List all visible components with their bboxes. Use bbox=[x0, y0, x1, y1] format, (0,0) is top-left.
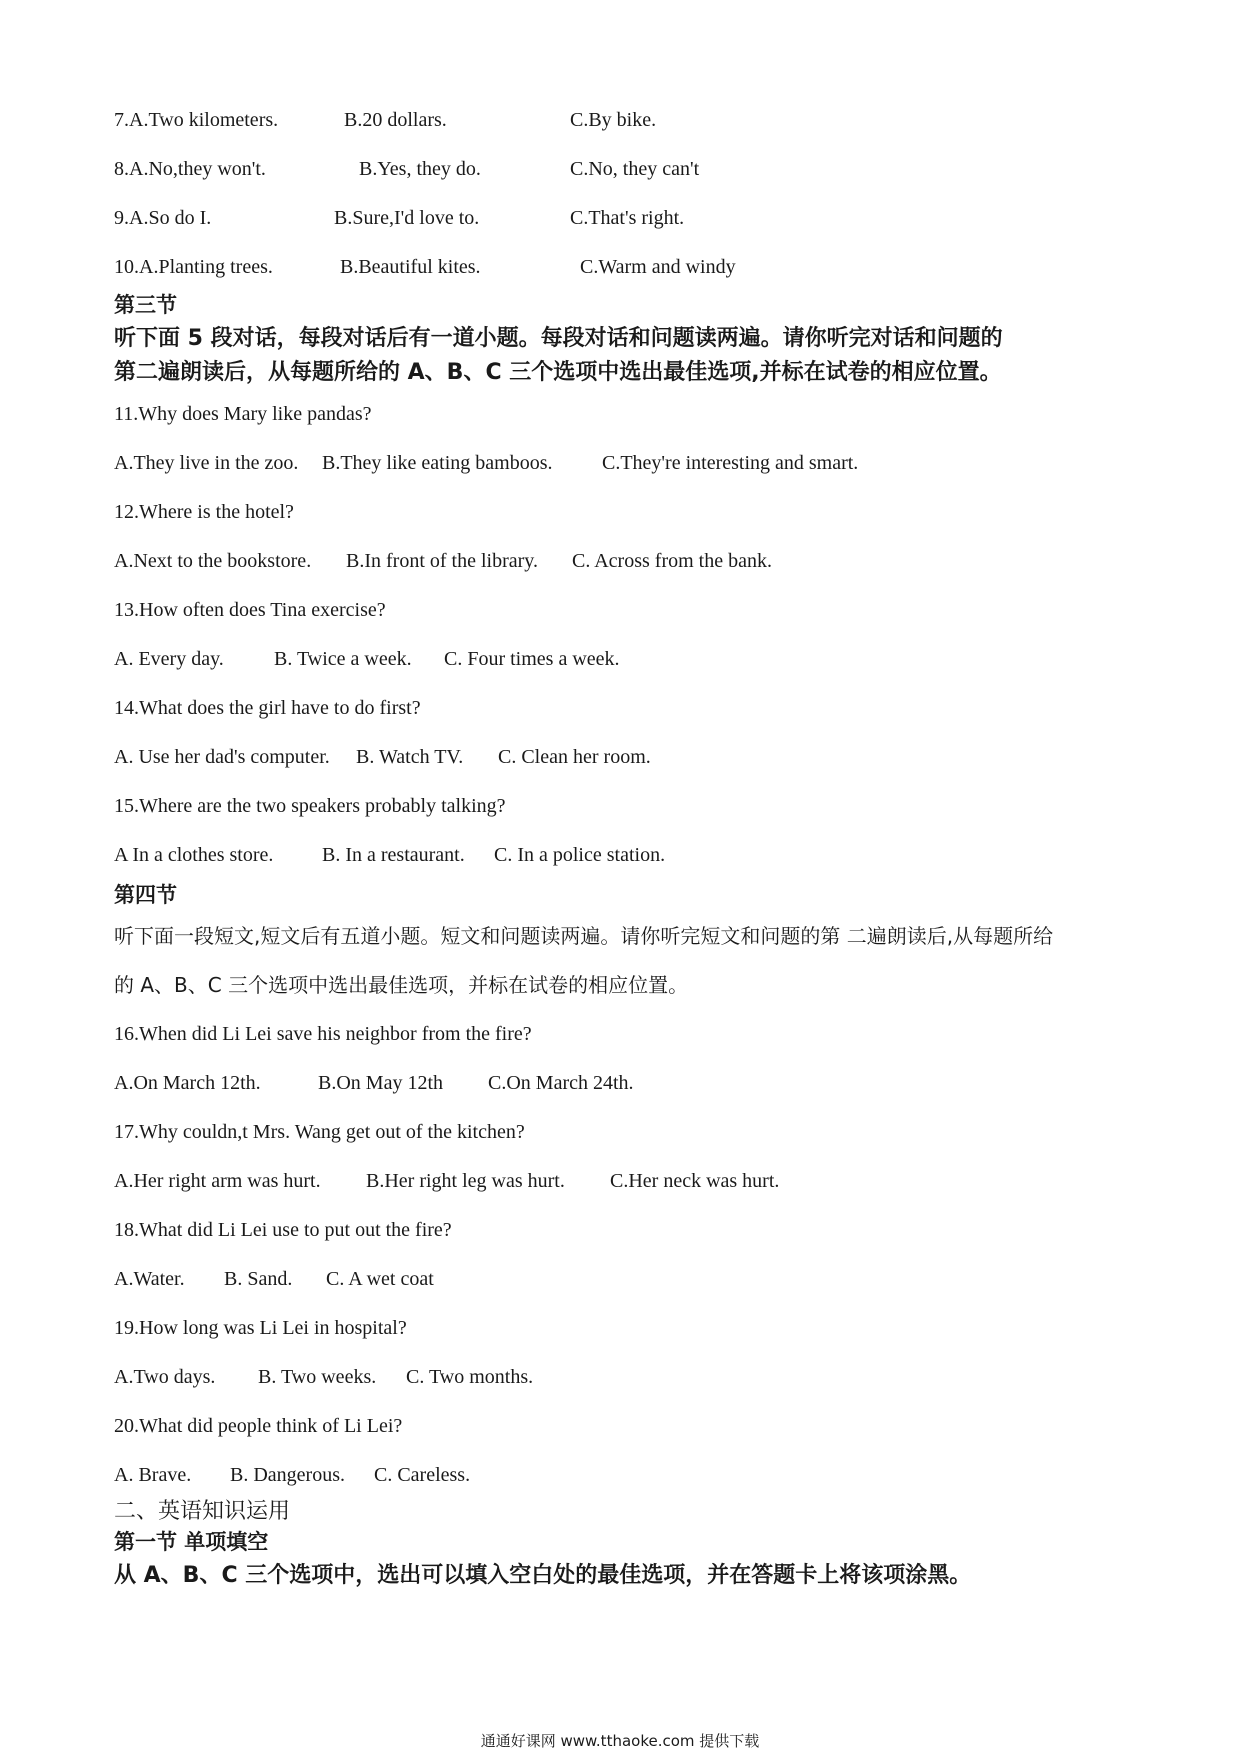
question-18: 18.What did Li Lei use to put out the fire? bbox=[114, 1219, 452, 1241]
option-c: C.Warm and windy bbox=[580, 256, 736, 278]
option-b: B.Yes, they do. bbox=[359, 158, 481, 180]
section-4-instructions-line-1: 听下面一段短文,短文后有五道小题。短文和问题读两遍。请你听完短文和问题的第 二遍朗读后,从每题所给 bbox=[114, 924, 1054, 948]
option-b: B.They like eating bamboos. bbox=[322, 452, 553, 474]
option-c: C. In a police station. bbox=[494, 844, 666, 866]
option-b: B.Beautiful kites. bbox=[340, 256, 481, 278]
option-a: 10.A.Planting trees. bbox=[114, 256, 273, 278]
section-3-instructions-line-2: 第二遍朗读后，从每题所给的 A、B、C 三个选项中选出最佳选项,并标在试卷的相应位置。 bbox=[114, 360, 1002, 385]
option-a: A.Next to the bookstore. bbox=[114, 550, 312, 572]
option-c: C.No, they can't bbox=[570, 158, 700, 180]
option-b: B. Twice a week. bbox=[274, 648, 412, 670]
page-footer: 通通好课网 www.tthaoke.com 提供下载 bbox=[480, 1732, 760, 1750]
option-b: B. Watch TV. bbox=[356, 746, 464, 768]
question-11: 11.Why does Mary like pandas? bbox=[114, 403, 372, 425]
option-a: A In a clothes store. bbox=[114, 844, 274, 866]
option-b: B.Sure,I'd love to. bbox=[334, 207, 480, 229]
part-2-instructions: 从 A、B、C 三个选项中，选出可以填入空白处的最佳选项，并在答题卡上将该项涂黑。 bbox=[114, 1563, 972, 1588]
option-b: B. Two weeks. bbox=[258, 1366, 377, 1388]
section-4-title: 第四节 bbox=[114, 883, 177, 907]
option-b: B.Her right leg was hurt. bbox=[366, 1170, 565, 1192]
section-4-instructions-line-2: 的 A、B、C 三个选项中选出最佳选项，并标在试卷的相应位置。 bbox=[114, 973, 689, 997]
option-a: A. Every day. bbox=[114, 648, 224, 670]
section-3-instructions-line-1: 听下面 5 段对话，每段对话后有一道小题。每段对话和问题读两遍。请你听完对话和问题的 bbox=[114, 326, 1003, 351]
option-a: A. Brave. bbox=[114, 1464, 192, 1486]
section-3-title: 第三节 bbox=[114, 293, 177, 317]
option-c: C.That's right. bbox=[570, 207, 685, 229]
option-c: C. Clean her room. bbox=[498, 746, 651, 768]
question-15: 15.Where are the two speakers probably talking? bbox=[114, 795, 506, 817]
option-a: 8.A.No,they won't. bbox=[114, 158, 266, 180]
question-14: 14.What does the girl have to do first? bbox=[114, 697, 421, 719]
option-a: A.Two days. bbox=[114, 1366, 216, 1388]
option-b: B. In a restaurant. bbox=[322, 844, 465, 866]
option-a: A. Use her dad's computer. bbox=[114, 746, 330, 768]
option-a: 9.A.So do I. bbox=[114, 207, 212, 229]
option-c: C. A wet coat bbox=[326, 1268, 434, 1290]
option-b: B. Sand. bbox=[224, 1268, 293, 1290]
option-c: C.By bike. bbox=[570, 109, 657, 131]
option-a: A.They live in the zoo. bbox=[114, 452, 299, 474]
question-12: 12.Where is the hotel? bbox=[114, 501, 294, 523]
option-c: C. Four times a week. bbox=[444, 648, 620, 670]
question-20: 20.What did people think of Li Lei? bbox=[114, 1415, 403, 1437]
option-b: B.On May 12th bbox=[318, 1072, 443, 1094]
option-a: A.On March 12th. bbox=[114, 1072, 261, 1094]
option-c: C. Two months. bbox=[406, 1366, 534, 1388]
option-b: B. Dangerous. bbox=[230, 1464, 345, 1486]
question-16: 16.When did Li Lei save his neighbor from the fire? bbox=[114, 1023, 532, 1045]
question-13: 13.How often does Tina exercise? bbox=[114, 599, 386, 621]
part-2-section-1-title: 第一节 单项填空 bbox=[114, 1530, 269, 1554]
option-c: C. Across from the bank. bbox=[572, 550, 772, 572]
question-17: 17.Why couldn,t Mrs. Wang get out of the kitchen? bbox=[114, 1121, 525, 1143]
part-2-title: 二、英语知识运用 bbox=[114, 1499, 291, 1524]
option-a: A.Water. bbox=[114, 1268, 185, 1290]
option-c: C.They're interesting and smart. bbox=[602, 452, 859, 474]
option-c: C. Careless. bbox=[374, 1464, 471, 1486]
option-b: B.In front of the library. bbox=[346, 550, 538, 572]
option-b: B.20 dollars. bbox=[344, 109, 447, 131]
option-a: 7.A.Two kilometers. bbox=[114, 109, 279, 131]
option-c: C.Her neck was hurt. bbox=[610, 1170, 780, 1192]
option-a: A.Her right arm was hurt. bbox=[114, 1170, 321, 1192]
question-19: 19.How long was Li Lei in hospital? bbox=[114, 1317, 407, 1339]
option-c: C.On March 24th. bbox=[488, 1072, 634, 1094]
